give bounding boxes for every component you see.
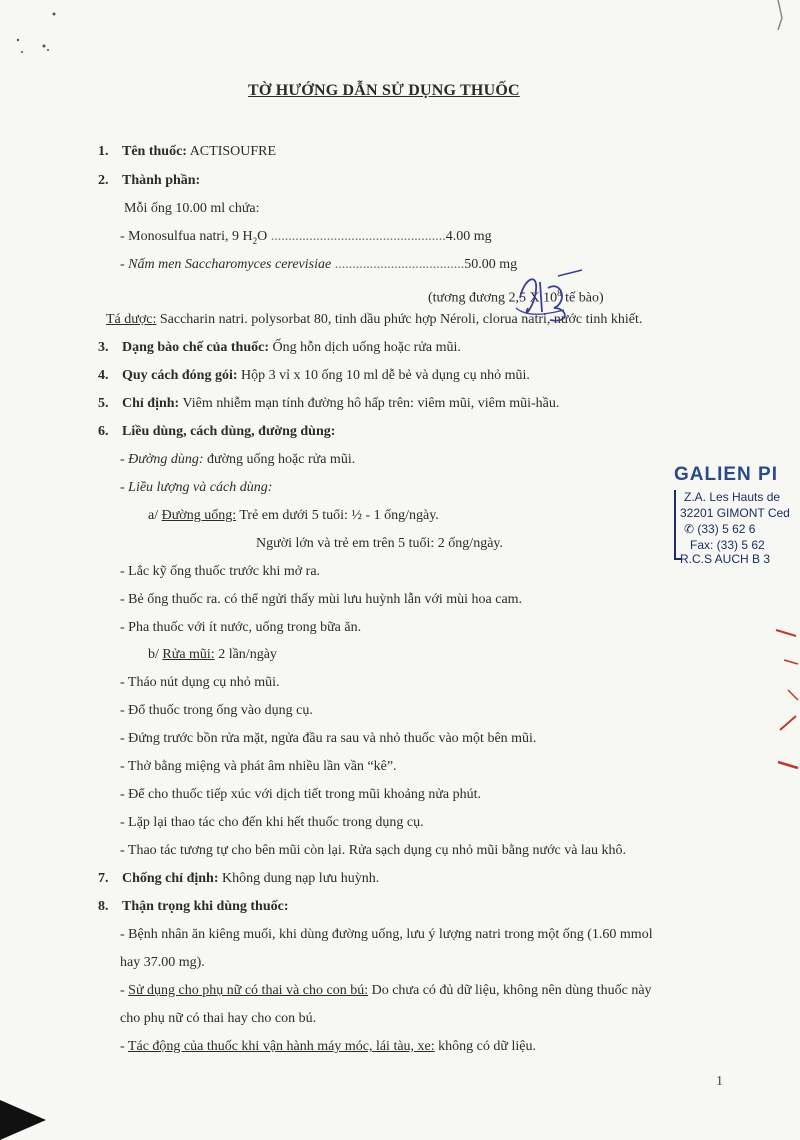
excipients-text: Saccharin natri. polysorbat 80, tinh dầu phức hợp Néroli, clorua natri, nước tinh khiết. bbox=[156, 312, 643, 327]
ingredient-name: - Monosulfua natri, 9 H bbox=[120, 229, 253, 244]
section-number: 5. bbox=[98, 396, 109, 411]
nasal-step: - Thao tác tương tự cho bên mũi còn lại. Rửa sạch dụng cụ nhỏ mũi bằng nước và lau khô. bbox=[120, 843, 627, 858]
section-label: Quy cách đóng gói: bbox=[122, 368, 238, 383]
ingredient-name: - Nấm men Saccharomyces cerevisiae bbox=[120, 257, 332, 272]
section-5 bbox=[98, 395, 559, 413]
section-value: Hộp 3 vỉ x 10 ống 10 ml dễ bẻ và dụng cụ nhỏ mũi. bbox=[237, 368, 530, 383]
nasal-label: Rửa mũi: bbox=[162, 647, 215, 662]
stamp-address: Z.A. Les Hauts de bbox=[684, 490, 781, 504]
precaution-line: cho phụ nữ có thai hay cho con bú. bbox=[120, 1011, 317, 1026]
precaution-line: hay 37.00 mg). bbox=[120, 955, 205, 970]
stamp-city: 32201 GIMONT Ced bbox=[680, 506, 790, 520]
nasal-route bbox=[148, 646, 277, 664]
section-1 bbox=[98, 143, 276, 161]
ingredient-1 bbox=[120, 228, 492, 250]
route-text: đường uống hoặc rửa mũi. bbox=[203, 452, 356, 467]
stamp-brand: GALIEN PI bbox=[674, 464, 779, 485]
stamp-phone-number: (33) 5 62 6 bbox=[697, 522, 756, 536]
section-number: 3. bbox=[98, 340, 109, 355]
oral-text: Trẻ em dưới 5 tuổi: ½ - 1 ống/ngày. bbox=[236, 508, 439, 523]
section-8 bbox=[98, 898, 289, 916]
precaution-line: - Bệnh nhân ăn kiêng muối, khi dùng đường uống, lưu ý lượng natri trong một ống (1.60 mmol bbox=[120, 927, 653, 942]
stamp-fax: Fax: (33) 5 62 bbox=[690, 538, 765, 552]
instruction-line: - Bẻ ống thuốc ra. có thể ngửi thấy mùi lưu huỳnh lẫn với mùi hoa cam. bbox=[120, 592, 523, 607]
instruction-line: - Lắc kỹ ống thuốc trước khi mở ra. bbox=[120, 564, 321, 579]
section-label: Dạng bào chế của thuốc: bbox=[122, 340, 270, 355]
section-label: Chỉ định: bbox=[122, 396, 180, 411]
ingredient-amount: 4.00 mg bbox=[445, 229, 492, 244]
scan-corner-mark bbox=[0, 1100, 46, 1140]
section-number: 8. bbox=[98, 899, 109, 914]
nasal-step: - Đổ thuốc trong ống vào dụng cụ. bbox=[120, 703, 313, 718]
nasal-step: - Thở bằng miệng và phát âm nhiều lần vần “kê”. bbox=[120, 759, 397, 774]
stamp-registry: R.C.S AUCH B 3 bbox=[680, 552, 771, 566]
ingredient-2 bbox=[120, 256, 517, 274]
section-value: Không dung nạp lưu huỳnh. bbox=[218, 871, 380, 886]
section-3 bbox=[98, 339, 461, 357]
ingredient-amount: 50.00 mg bbox=[464, 257, 518, 272]
section-number: 4. bbox=[98, 368, 109, 383]
composition-intro: Mỗi ống 10.00 ml chứa: bbox=[124, 201, 260, 216]
section-label: Liều dùng, cách dùng, đường dùng: bbox=[122, 424, 336, 439]
section-6 bbox=[98, 423, 335, 441]
section-2 bbox=[98, 172, 200, 190]
document-title: TỜ HƯỚNG DẪN SỬ DỤNG THUỐC bbox=[248, 82, 520, 99]
list-prefix: a/ bbox=[148, 508, 162, 523]
leader-dots: ..................................... bbox=[331, 257, 465, 272]
section-value: Viêm nhiễm mạn tính đường hô hấp trên: viêm mũi, viêm mũi-hầu. bbox=[179, 396, 560, 411]
section-label: Chống chỉ định: bbox=[122, 871, 219, 886]
oral-route bbox=[148, 507, 439, 525]
precaution-pregnancy: - Sử dụng cho phụ nữ có thai và cho con bú: Do chưa có đủ dữ liệu, không nên dùng thuốc này bbox=[120, 983, 652, 998]
nasal-step: - Tháo nút dụng cụ nhỏ mũi. bbox=[120, 675, 280, 690]
drug-name: ACTISOUFRE bbox=[189, 144, 277, 159]
nasal-step: - Để cho thuốc tiếp xúc với dịch tiết trong mũi khoảng nửa phút. bbox=[120, 787, 482, 802]
section-number: 6. bbox=[98, 424, 109, 439]
ingredient-name-end: O bbox=[257, 229, 268, 244]
section-label: Tên thuốc: bbox=[122, 144, 187, 159]
ingredient-subscript: 2 bbox=[252, 235, 258, 246]
section-4 bbox=[98, 367, 530, 385]
leader-dots: .................................................. bbox=[267, 229, 446, 244]
page-number: 1 bbox=[716, 1074, 723, 1089]
oral-label: Đường uống: bbox=[161, 508, 237, 523]
route-line bbox=[120, 451, 355, 469]
nasal-step: - Đứng trước bồn rửa mặt, ngửa đầu ra sau và nhỏ thuốc vào một bên mũi. bbox=[120, 731, 537, 746]
section-number: 7. bbox=[98, 871, 109, 886]
driving-label: Tác động của thuốc khi vận hành máy móc, lái tàu, xe: bbox=[127, 1039, 435, 1054]
driving-text: không có dữ liệu. bbox=[434, 1039, 536, 1054]
oral-adult: Người lớn và trẻ em trên 5 tuổi: 2 ống/ngày. bbox=[256, 536, 503, 551]
pregnancy-label: Sử dụng cho phụ nữ có thai và cho con bú: bbox=[128, 983, 369, 998]
stamp-border bbox=[674, 490, 676, 558]
dosage-label: - Liều lượng và cách dùng: bbox=[120, 480, 273, 495]
phone-icon: ✆ bbox=[684, 522, 698, 536]
pregnancy-text: Do chưa có đủ dữ liệu, không nên dùng thuốc này bbox=[368, 983, 652, 998]
section-number: 2. bbox=[98, 173, 109, 188]
section-number: 1. bbox=[98, 144, 109, 159]
equivalent-exponent: 8 bbox=[557, 288, 562, 298]
section-label: Thận trọng khi dùng thuốc: bbox=[122, 899, 289, 914]
instruction-line: - Pha thuốc với ít nước, uống trong bữa ăn. bbox=[120, 620, 362, 635]
nasal-text: 2 lần/ngày bbox=[214, 647, 277, 662]
equivalent-text: (tương đương 2,5 X 10 bbox=[428, 290, 558, 306]
precaution-driving: - Tác động của thuốc khi vận hành máy móc, lái tàu, xe: không có dữ liệu. bbox=[120, 1039, 536, 1054]
nasal-step: - Lặp lại thao tác cho đến khi hết thuốc trong dụng cụ. bbox=[120, 815, 424, 830]
list-prefix: b/ bbox=[148, 647, 163, 662]
excipients-label: Tá dược: bbox=[106, 312, 157, 327]
section-7 bbox=[98, 870, 379, 888]
handwritten-signature bbox=[498, 268, 584, 328]
section-label: Thành phần: bbox=[122, 173, 201, 188]
section-value: Ống hỗn dịch uống hoặc rửa mũi. bbox=[269, 340, 461, 355]
route-label: - Đường dùng: bbox=[120, 452, 204, 467]
stamp-phone bbox=[684, 522, 755, 536]
equivalent-unit: tế bào) bbox=[561, 290, 604, 306]
